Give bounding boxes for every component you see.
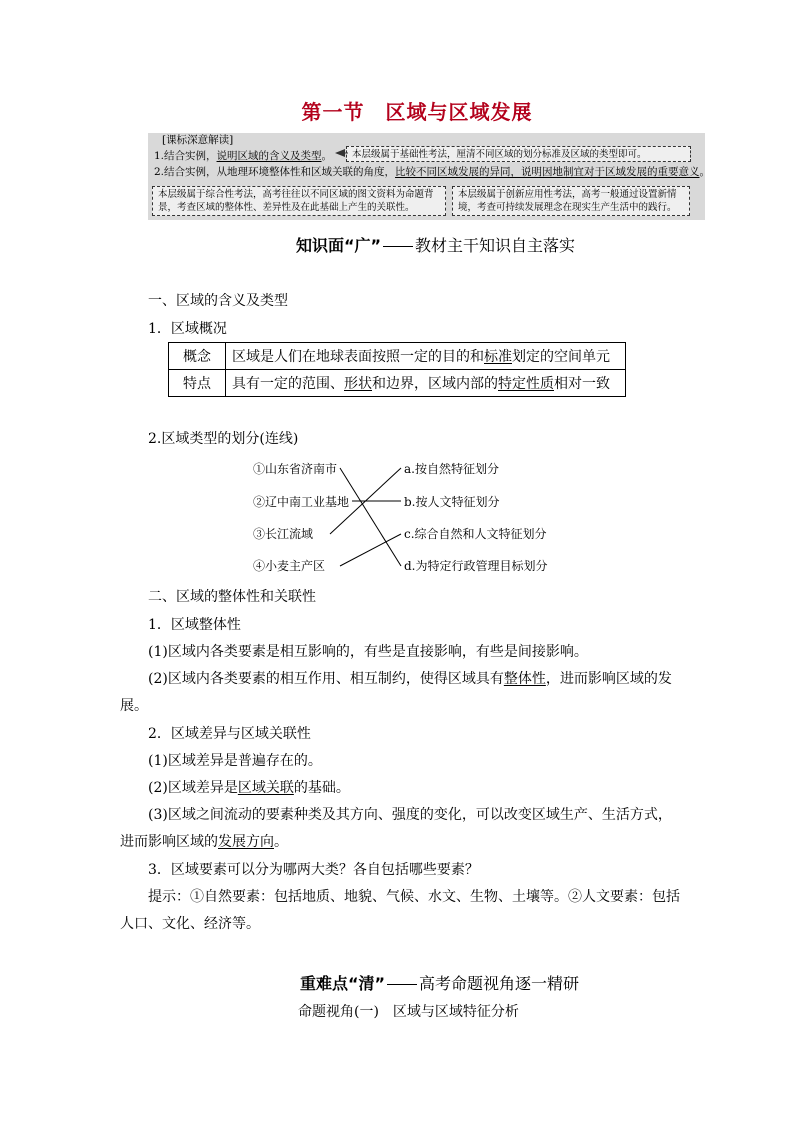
match-line — [340, 534, 401, 566]
paragraph: (2)区域差异是区域关联的基础。 — [148, 780, 350, 796]
paragraph-continued: 进而影响区域的发展方向。 — [120, 834, 288, 850]
kebiao-note-comprehensive: 本层级属于综合性考法，高考往往以不同区域的图文资料为命题背景，考查区域的整体性、差异性及在此基础上产生的关联性。 — [152, 186, 446, 216]
paragraph: (3)区域之间流动的要素种类及其方向、强度的变化，可以改变区域生产、生活方式， — [148, 807, 672, 823]
match-left-item: ③长江流域 — [253, 527, 314, 541]
region-overview-table — [168, 342, 626, 397]
match-right-item: c.综合自然和人文特征划分 — [404, 527, 547, 541]
match-left-item: ②辽中南工业基地 — [253, 495, 350, 509]
match-right-item: d.为特定行政管理目标划分 — [404, 559, 548, 573]
kebiao-line1: 1.结合实例，说明区域的含义及类型。 — [154, 150, 333, 162]
table-label: 概念 — [169, 343, 226, 370]
table-row — [169, 343, 626, 370]
paragraph: (1)区域内各类要素是相互影响的，有些是直接影响，有些是间接影响。 — [148, 644, 588, 660]
match-left-item: ①山东省济南市 — [253, 462, 338, 476]
section-banner-difficulty: 重难点“清” 高考命题视角逐一精研 — [300, 974, 580, 993]
paragraph: (1)区域差异是普遍存在的。 — [148, 753, 322, 769]
kebiao-note-basic: 本层级属于基础性考法，厘清不同区域的划分标准及区域的类型即可。 — [346, 146, 691, 162]
kebiao-header: [课标深意解读] — [162, 134, 234, 146]
subheading-overview: 1．区域概况 — [148, 321, 227, 337]
hint: 提示：①自然要素：包括地质、地貌、气候、水文、生物、土壤等。②人文要素：包括 — [148, 889, 680, 905]
match-right-item: a.按自然特征划分 — [404, 462, 499, 476]
section-heading-1: 一、区域的含义及类型 — [148, 293, 288, 309]
matching-lines — [0, 440, 794, 590]
paragraph: (2)区域内各类要素的相互作用、相互制约，使得区域具有整体性，进而影响区域的发 — [148, 671, 672, 687]
match-right-item: b.按人文特征划分 — [404, 495, 500, 509]
table-cell: 区域是人们在地球表面按照一定的目的和标准划定的空间单元 — [226, 343, 626, 370]
section-heading-2: 二、区域的整体性和关联性 — [148, 589, 316, 605]
subheading-integrity: 1．区域整体性 — [148, 617, 241, 633]
kebiao-note-innovative: 本层级属于创新应用性考法，高考一般通过设置新情境，考查可持续发展理念在现实生产生活中的践行。 — [452, 186, 690, 216]
match-line — [340, 468, 401, 566]
hint-continued: 人口、文化、经济等。 — [120, 916, 260, 932]
table-label: 特点 — [169, 370, 226, 397]
paragraph-continued: 展。 — [120, 698, 148, 714]
match-left-item: ④小麦主产区 — [253, 559, 326, 573]
proposition-view-heading: 命题视角(一) 区域与区域特征分析 — [298, 1004, 519, 1020]
subheading-difference: 2．区域差异与区域关联性 — [148, 726, 311, 742]
kebiao-line2: 2.结合实例，从地理环境整体性和区域关联的角度，比较不同区域发展的异同，说明因地制宜对于区域发展的重要意义。 — [154, 166, 711, 178]
table-row — [169, 370, 626, 397]
subheading-classification: 2.区域类型的划分(连线) — [148, 431, 299, 447]
question: 3．区域要素可以分为哪两大类？各自包括哪些要素？ — [148, 862, 479, 878]
curriculum-interpretation-box — [148, 133, 711, 220]
section-banner-knowledge: 知识面“广” 教材主干知识自主落实 — [296, 236, 576, 255]
table-cell: 具有一定的范围、形状和边界，区域内部的特定性质相对一致 — [226, 370, 626, 397]
page-title: 第一节 区域与区域发展 — [301, 100, 533, 124]
